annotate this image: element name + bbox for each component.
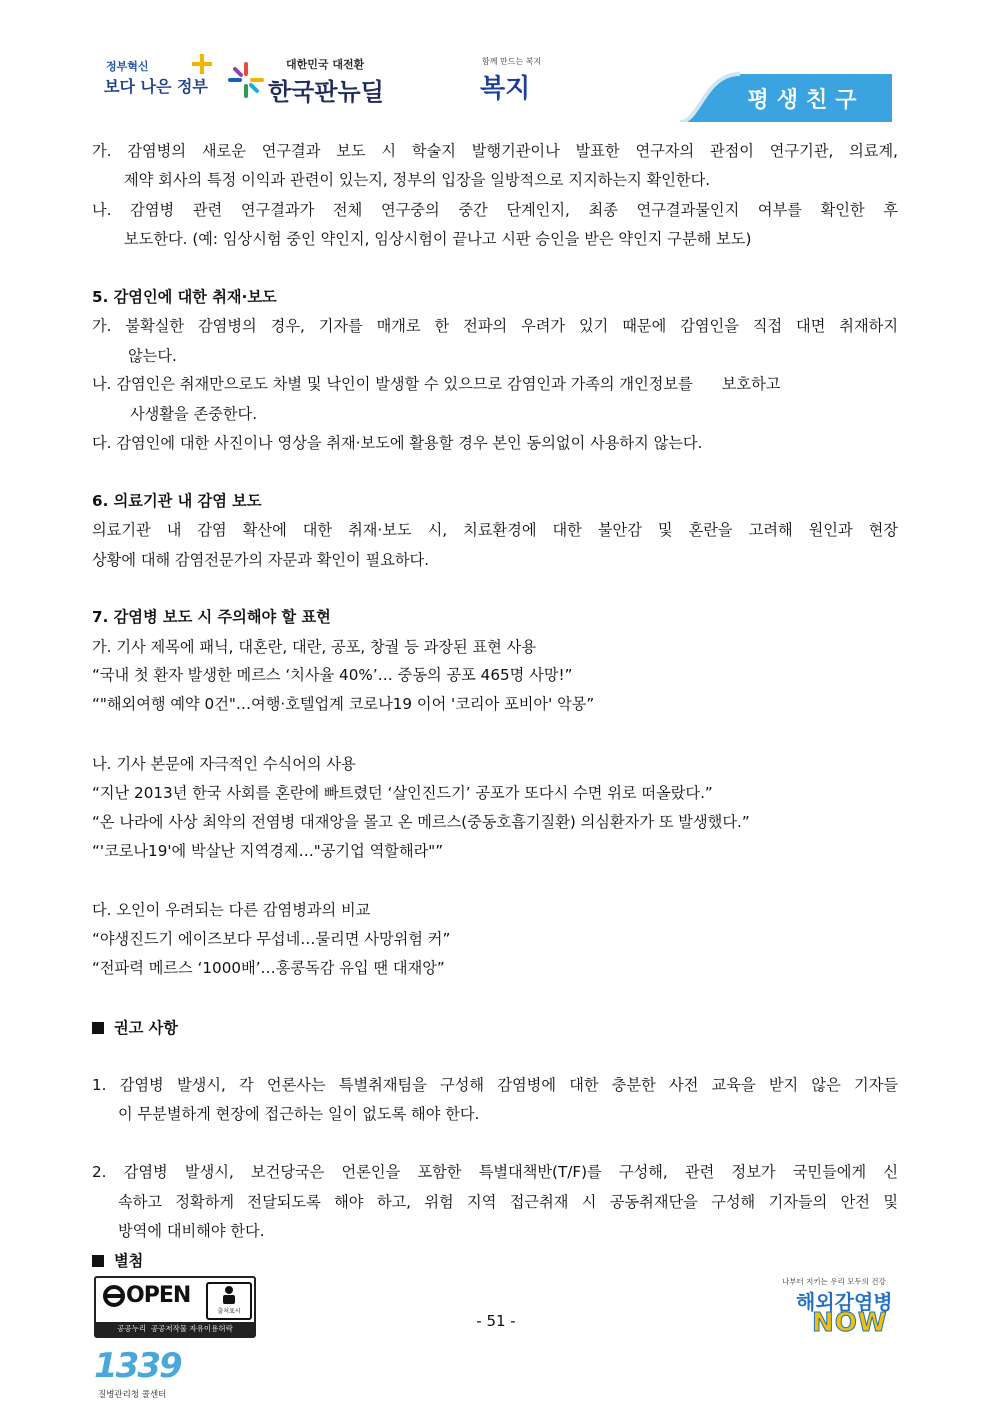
item-ga-line-2: 제약 회사의 특정 이익과 관련이 있는지, 정부의 입장을 일방적으로 지지하는지 확인한다. xyxy=(124,171,711,189)
section-label: 평생친구 xyxy=(747,88,865,113)
spark-icon xyxy=(228,62,264,98)
welfare-main-text: 복지 xyxy=(480,74,531,104)
square-bullet-icon xyxy=(92,1255,104,1267)
callcenter-label: 질병관리청 콜센터 xyxy=(98,1390,167,1400)
item-na-line-1: 나. 감염병 관련 연구결과가 전체 연구중의 중간 단계인지, 최종 연구결과물인지 여부를 확인한 후 xyxy=(92,201,898,219)
s5-ga-line-1: 가. 불확실한 감염병의 경우, 기자를 매개로 한 전파의 우려가 있기 때문에 감염인을 직접 대면 취재하지 xyxy=(92,317,898,335)
s5-na-line-2: 사생활을 존중한다. xyxy=(130,405,258,423)
s7-ga-quote-2: “"해외여행 예약 0건"…여행·호텔업계 코로나19 이어 '코리아 포비아' 악몽” xyxy=(92,695,595,713)
rec-2-line-2: 속하고 정확하게 전달되도록 해야 하고, 위험 지역 접근취재 시 공동취재단을 구성해 기자들의 안전 및 xyxy=(118,1193,898,1211)
section-band xyxy=(680,72,892,122)
s5-da-line: 다. 감염인에 대한 사진이나 영상을 취재·보도에 활용할 경우 본인 동의없이 사용하지 않는다. xyxy=(92,434,703,452)
newdeal-main-text: 한국판뉴딜 xyxy=(268,78,384,106)
overseas-disease-logo xyxy=(782,1276,912,1340)
s7-na-quote-2: “온 나라에 사상 최악의 전염병 대재앙을 몰고 온 메르스(중동호흡기질환) 의심환자가 또 발생했다.” xyxy=(92,813,750,831)
person-icon xyxy=(222,1286,236,1304)
welfare-tag-text: 함께 만드는 복지 xyxy=(482,57,542,66)
section-6-title: 6. 의료기관 내 감염 보도 xyxy=(92,492,262,510)
overseas-tag: 나부터 지키는 우리 모두의 건강 xyxy=(782,1277,886,1286)
s7-da-line: 다. 오인이 우려되는 다른 감염병과의 비교 xyxy=(92,901,371,919)
callcenter-number: 1339 xyxy=(94,1346,181,1386)
gov-innovation-logo xyxy=(104,54,214,104)
attribution-label: 출처표시 xyxy=(217,1308,241,1315)
plus-icon xyxy=(192,54,212,74)
s7-da-quote-1: “야생진드기 에이즈보다 무섭네…물리면 사망위험 커” xyxy=(92,930,451,948)
s7-na-quote-1: “지난 2013년 한국 사회를 혼란에 빠트렸던 ‘살인진드기’ 공포가 또다시 수면 위로 떠올랐다.” xyxy=(92,784,713,802)
overseas-now: NOW xyxy=(812,1308,888,1338)
s7-da-quote-2: “전파력 메르스 ‘1000배’…홍콩독감 유입 땐 대재앙” xyxy=(92,959,445,977)
korean-new-deal-logo xyxy=(228,54,384,106)
section-7-title: 7. 감염병 보도 시 주의해야 할 표현 xyxy=(92,608,331,626)
s7-ga-line: 가. 기사 제목에 패닉, 대혼란, 대란, 공포, 창궐 등 과장된 표현 사용 xyxy=(92,638,537,656)
open-o-icon xyxy=(102,1284,126,1308)
crescent-icon xyxy=(538,54,582,104)
square-bullet-icon xyxy=(92,1022,104,1034)
rec-1-line-1: 1. 감염병 발생시, 각 언론사는 특별취재팀을 구성해 감염병에 대한 충분한 사전 교육을 받지 않은 기자들 xyxy=(92,1076,898,1094)
s5-na-line-1: 나. 감염인은 취재만으로도 차별 및 낙인이 발생할 수 있으므로 감염인과 가족의 개인정보를 보호하고 xyxy=(92,375,781,393)
gov-logo-bottom-text: 보다 나은 정부 xyxy=(104,77,208,96)
newdeal-top-text: 대한민국 대전환 xyxy=(286,58,365,71)
attachment-title: 별첨 xyxy=(114,1252,144,1270)
rec-2-line-3: 방역에 대비해야 한다. xyxy=(118,1222,265,1240)
overseas-main: 해외감염병 xyxy=(796,1290,893,1314)
s7-na-line: 나. 기사 본문에 자극적인 수식어의 사용 xyxy=(92,755,356,773)
section-5-title: 5. 감염인에 대한 취재·보도 xyxy=(92,288,277,306)
rec-1-line-2: 이 무분별하게 현장에 접근하는 일이 없도록 해야 한다. xyxy=(118,1105,480,1123)
s6-line-1: 의료기관 내 감염 확산에 대한 취재·보도 시, 치료환경에 대한 불안감 및 혼란을 고려해 원인과 현장 xyxy=(92,521,898,539)
rec-2-line-1: 2. 감염병 발생시, 보건당국은 언론인을 포함한 특별대책반(T/F)를 구성해, 관련 정보가 국민들에게 신 xyxy=(92,1163,898,1181)
welfare-logo xyxy=(476,52,586,106)
recommendation-title: 권고 사항 xyxy=(114,1019,178,1037)
callcenter-logo xyxy=(94,1346,204,1402)
s6-line-2: 상황에 대해 감염전문가의 자문과 확인이 필요하다. xyxy=(92,551,430,569)
open-license-badge xyxy=(94,1276,256,1338)
gov-logo-top-text: 정부혁신 xyxy=(106,60,149,73)
s5-ga-line-2: 않는다. xyxy=(128,347,177,365)
item-ga-line-1: 가. 감염병의 새로운 연구결과 보도 시 학술지 발행기관이나 발표한 연구자의 관점이 연구기관, 의료계, xyxy=(92,142,898,160)
page-number: - 51 - xyxy=(476,1312,516,1330)
s7-ga-quote-1: “국내 첫 환자 발생한 메르스 ‘치사율 40%’… 중동의 공포 465명 사망!” xyxy=(92,666,573,684)
recommendation-heading xyxy=(92,1017,178,1038)
open-sub-label: 공공누리 공공저작물 자유이용허락 xyxy=(96,1322,254,1336)
attachment-heading xyxy=(92,1250,143,1271)
attribution-badge xyxy=(206,1282,252,1320)
item-na-line-2: 보도한다. (예: 임상시험 중인 약인지, 임상시험이 끝나고 시판 승인을 받은 약인지 구분해 보도) xyxy=(124,230,752,248)
open-label: OPEN xyxy=(126,1283,191,1308)
s7-na-quote-3: “'코로나19'에 박살난 지역경제…"공기업 역할해라"” xyxy=(92,842,444,860)
